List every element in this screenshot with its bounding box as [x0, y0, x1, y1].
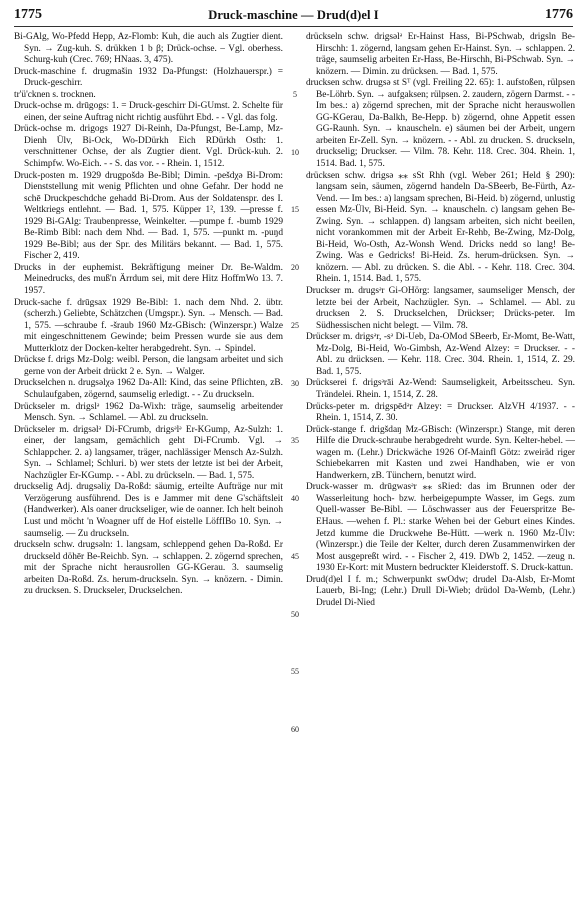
right-column — [306, 32, 575, 609]
page-number-left: 1775 — [14, 7, 42, 22]
entry-text: Druck-maschine f. drugmašin 1932 Da-Pfungst: (Holzhauerspr.) = Druck-geschirr. — [14, 66, 283, 89]
left-column — [14, 32, 283, 598]
entry-text: Drückseler m. drigslᵊ 1962 Da-Wixh: träge, saumselig arbeitender Mensch. Syn. → Schlamel. — Abl. zu druckseln. — [14, 401, 283, 424]
line-number: 30 — [291, 379, 299, 388]
line-number: 15 — [291, 205, 299, 214]
line-number: 20 — [291, 263, 299, 272]
line-number: 5 — [293, 90, 297, 99]
running-title: Druck-maschine — Drud(d)el I — [208, 8, 379, 22]
entry-text: Druck-wasser m. drūgwasᵊr ⁎⁎ sRied: das im Brunnen oder der Wasserleitung hoch- bzw. herbeigepumpte Wasser, im Gegs. zum Quell-wasser Be-Bibl. — Löschwasser aus der Feuerspritze Be-EHaus. —wehen f. Pl.: starke Wehen bei der Geburt eines Kindes. Jetzd kumme die Druckwehe Be-Hütt. —werk n. 1960 Mz-Ülv: (Winzerspr.) die Teile der Kelter, durch deren Zusammenwirken der Most ausgepreßt wird. - - Fischer 2, 419. DWb 2, 1452. —zeug n. 1930 Er-Kort: mit Mustern bedruckter Kleiderstoff. S. Druck-kattun. — [306, 482, 575, 574]
line-number: 40 — [291, 494, 299, 503]
entry-text: Drückser m. drigsᵊr, -sᵊ Di-Ueb, Da-OMod SBeerb, Er-Momt, Be-Watt, Mz-Dolg, Bi-Heid, Wo-Gimbsh, Az-Wend Alzey: = Druckser. - - Abl. zu drücksen. — Kehr. 118. Crec. 304. Rhein. 1, 1514, Z. 29. Bad. 1, 575. — [306, 332, 575, 377]
entry-text: drückseln schw. drigsəlᵊ Er-Hainst Hass, Bi-PSchwab, drigsln Be-Hirschh: 1. zögernd, langsam gehen Er-Hainst. Syn. → schlappen. 2. träge, saumselig arbeiten Er-Hass, Be-Hirschh, Bi-PSchwab. Syn. → knözern. — Dimin. zu drücksen. — Bad. 1, 575. — [306, 32, 575, 77]
line-number: 60 — [291, 725, 299, 734]
entry-text: Druck-ochse m. drūgogs: 1. = Druck-geschirr Di-GUmst. 2. Schelte für einen, der seine Auftrag nicht richtig ausführt Ebd. - - Vgl. das folg. — [14, 101, 283, 123]
line-number: 25 — [291, 321, 299, 330]
entry-text: drucksen schw. drugsə st Sᵀ (vgl. Freiling 22. 65): 1. aufstoßen, rülpsen Be-Löhrb. Syn. → aufgaksen; rülpsen. 2. zaudern, zögern Darmst. - - Im bes.: a) zögernd sprechen, mit der Sprache nicht herauswollen GG-KGerau, Da-Balkh, Be-Hepp. b) zögernd, ohne Appetit essen GG-Raunh. Syn. → knauscheln. e) säumen bei der Arbeit, ungern arbeiten Er-Zell. Syn. → knözern. - - Abl. zu drucken. S. druckseln, druckselig; Druckser. — Vilm. 78. Kehr. 118. Crec. 304. Rhein. 1, 1514. Bad. 1, 575. — [306, 78, 575, 170]
page-number-right: 1776 — [544, 7, 573, 22]
header-rule — [14, 26, 573, 27]
line-number: 55 — [291, 667, 299, 676]
entry-text: Drück-ochse m. drigogs 1927 Di-Reinh, Da-Pfungst, Be-Lamp, Mz-Dienh Ülv, Bi-Ock, Wo-DDürkh Eich RDürkh Osth: 1. verschnittener Ochse, der als Zugtier dient. Vgl. Drück-kuh. 2. Schimpfw. Wo-Eich. - - S. das vor. - - Rhein. 1, 1512. — [14, 124, 283, 170]
entry-text: Druck-posten m. 1929 drugpošdə Be-Bibl; Dimin. -pešdχə Bi-Drom: Dienststellung mit wenig Pflichten und ohne Gefahr. Der hodd ne schē Druckpeschdche gehadd Bi-Drom. Aus der Soldatenspr. des I. Weltkriegs entlehnt. — Bad. 1, 575. Küpper 1², 139. —presse f. 1929 Bi-GAlg: Traubenpresse, Weinkelter. —pumpe f. -bumb 1929 Be-Rimb Bibl: nach dem Nhd. — Bad. 1, 575. —punkt m. -puŋd 1929 Be-Bibl; aus der Spr. des Militärs bekannt. — Bad. 1, 575. Fischer 2, 419. — [14, 170, 283, 262]
entry-text: Druckser m. drugsᵊr Gi-OHörg: langsamer, saumseliger Mensch, der letzte bei der Arbeit, Nachzügler. Syn. → Schlamel. — Abl. zu drucksen 2. S. Druckselchen, Drückser; Drücks-peter. Im Südhessischen nicht belegt. — Vilm. 78. — [306, 286, 575, 331]
entry-text: Drück-stange f. drigšdaŋ Mz-GBisch: (Winzerspr.) Stange, mit deren Hilfe die Druck-schraube herabgedreht wurde. Syn. Kelter-hebel. —wagen m. (Lehr.) Drickwäche 1926 Of-Mainfl Götz: zweiräd riger Schiebekarren mit Kasten und zwei Handhaben, wie er von Handwerkern, zB. Tünchern, benutzt wird. — [306, 424, 575, 481]
entry-text: Drückseler m. drigsəlᵊ Di-FCrumb, drigsᵊlᵊ Er-KGump, Az-Sulzh: 1. einer, der langsam, gemächlich geht Di-FCrumb. Vgl. → Schlappcher. 2. a) langsamer, träger, nachlässiger Mensch Az-Sulzh. Syn. → Schlamel; Schluri. b) wer stets der letzte ist bei der Arbeit, Nachzügler Er-KGump. - - Abl. zu drückseln. — Bad. 1, 575. — [14, 424, 283, 481]
entry-text: Drückse f. drigs Mz-Dolg: weibl. Person, die langsam arbeitet und sich gerne von der Arbeit drückt 2 e. Syn. → Walger. — [14, 355, 283, 377]
entry-text: Druckselchen n. drugsəlχə 1962 Da-All: Kind, das seine Pflichten, zB. Schulaufgaben, zögernd, saumselig erledigt. - - Zu druckseln. — [14, 378, 283, 400]
entry-text: druckselig Adj. drugsəliχ Da-Roßd: säumig, erteilte Aufträge nur mit Verzögerung ausführend. Des is e Jammer mit dene G'schäftsleit (Handwerker). Als oaner druckseliger, wie de oanner. Ich helt beinoh Lust und möcht 'n Woagner uff de Hof eistelle LöffIBo 10. Syn. → saumselig. — Zu druckseln. — [14, 482, 283, 539]
line-number: 50 — [291, 610, 299, 619]
entry-text: Drucks in der euphemist. Bekräftigung meiner Dr. Be-Waldm. Meinedrucks, des muß'n Ärrdum sei, mit dere Hitz HoffmWo 13. 7. 1957. — [14, 262, 283, 297]
entry-text: Drud(d)el I f. m.; Schwerpunkt swOdw; drudel Da-Alsb, Er-Momt Lauerb, Bi-Ing; (Lehr.) Drull Di-Wieb; drüdol Da-Wemb, (Lehr.) Drudel Di-Nied — [306, 574, 575, 608]
entry-text: druckseln schw. drugsəln: 1. langsam, schleppend gehen Da-Roßd. Er druckseld döhēr Be-Reichb. Syn. → schlappen. 2. zögernd sprechen, mit der Sprache nicht herausrollen GG-KGerau. 3. saumselig arbeiten Da-Roßd. Zs. herum-druckseln. Syn. → knözern. - Dimin. zu drucksen. S. Druckseler, Druckselchen. — [14, 540, 283, 597]
entry-text: drücksen schw. drigsə ⁎⁎ sSt Rhh (vgl. Weber 261; Held § 290): langsam sein, säumen, zögernd handeln Da-SBeerb, Be-Fürth, Az-Vend. — Im bes.: a) langsam sprechen, Bi-Heid. b) zögernd, unlustig essen Mz-Ülv, Bi-Heid. Syn. → knauscheln. c) langsam gehen Be-Zwing. Syn. → schlappen. d) langsam arbeiten, sich nicht beeilen, nicht vorankommen mit der Arbeit Er-Rehb, Be-Zwing, Mz-Dolg, Bi-Heid, Wo-Osth, Az-Wonsh Wend. Dricks nedd so lang! Be-Zwing. Was e Gedricks! Bi-Heid. Zs. herum-drücksen. Syn. → knözern. — Abl. zu drücken. S. die Abl. - - Kehr. 118. Crec. 304. Rhein. 1, 1514. Bad. 1, 575. — [306, 170, 575, 285]
entry-text: Drückserei f. drigsᵊrāi Az-Wend: Saumseligkeit, Arbeitsscheu. Syn. Trändelei. Rhein. 1, 1514, Z. 28. — [306, 378, 575, 400]
line-number: 45 — [291, 552, 299, 561]
page-header — [14, 3, 573, 23]
entry-text: Bi-GAlg, Wo-Pfedd Hepp, Az-Flomb: Kuh, die auch als Zugtier dient. Syn. → Zug-kuh. S. drükken 1 b β; Drück-ochse. – Vgl. oberhess. Schurg-kuh (Crec. 769; HNaas. 3, 475). — [14, 32, 283, 66]
line-number: 35 — [291, 436, 299, 445]
entry-text: tr'ü'cknen s. trocknen. — [14, 89, 96, 100]
entry-text: Druck-sache f. drūgsax 1929 Be-Bibl: 1. nach dem Nhd. 2. übtr. (scherzh.) Geliebte, Schätzchen (Umgspr.). Syn. → Mensch. — Bad. 1, 575. —schraube f. -šraub 1960 Mz-GBisch: (Winzerspr.) Walze mit eingeschnittenem Gewinde; beim Pressen wurde sie aus dem Mutterklotz der Docken-kelter herabgedreht. Syn. → Spindel. — [14, 297, 283, 354]
line-number: 10 — [291, 148, 299, 157]
entry-text: Drücks-peter m. drigspēdᵊr Alzey: = Druckser. AlzVH 4/1937. - - Rhein. 1, 1514, Z. 30. — [306, 401, 575, 424]
